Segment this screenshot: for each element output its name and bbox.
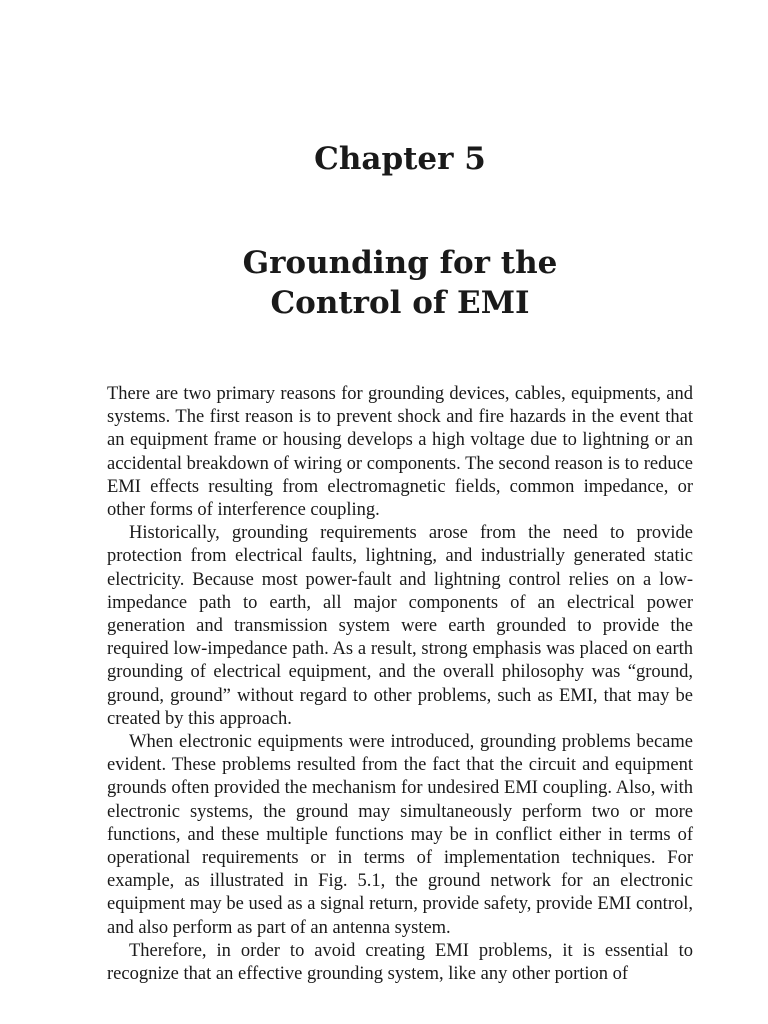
- paragraph-4: Therefore, in order to avoid creating EMI problems, it is essential to recognize that an effective grounding system, like any other portion of: [107, 940, 693, 985]
- paragraph-1: There are two primary reasons for grounding devices, cables, equipments, and systems. The first reason is to prevent shock and fire hazards in the event that an equipment frame or housing develops a high voltage due to lightning or an accidental breakdown of wiring or components. The second reason is to reduce EMI effects resulting from electromagnetic fields, common impedance, or other forms of interference coupling.: [107, 384, 693, 521]
- chapter-title-line-2: Control of EMI: [270, 285, 530, 321]
- chapter-label: Chapter 5: [314, 141, 486, 177]
- paragraph-3: When electronic equipments were introduced, grounding problems became evident. These problems resulted from the fact that the circuit and equipment grounds often provided the mechanism for undesired EMI coupling. Also, with electronic systems, the ground may simultaneously perform two or more functions, and these multiple functions may be in conflict either in terms of operational requirements or in terms of implementation techniques. For example, as illustrated in Fig. 5.1, the ground network for an electronic equipment may be used as a signal return, provide safety, provide EMI control, and also perform as part of an antenna system.: [107, 732, 693, 938]
- body-text: [107, 383, 693, 986]
- paragraph-2: Historically, grounding requirements arose from the need to provide protection from electrical faults, lightning, and industrially generated static electricity. Because most power-fault and lightning control relies on a low-impedance path to earth, all major components of an electrical power generation and transmission system were earth grounded to provide the required low-impedance path. As a result, strong emphasis was placed on earth grounding of electrical equipment, and the overall philosophy was “ground, ground, ground” without regard to other problems, such as EMI, that may be created by this approach.: [107, 523, 693, 729]
- chapter-title: [0, 243, 768, 323]
- chapter-title-line-1: Grounding for the: [242, 245, 558, 281]
